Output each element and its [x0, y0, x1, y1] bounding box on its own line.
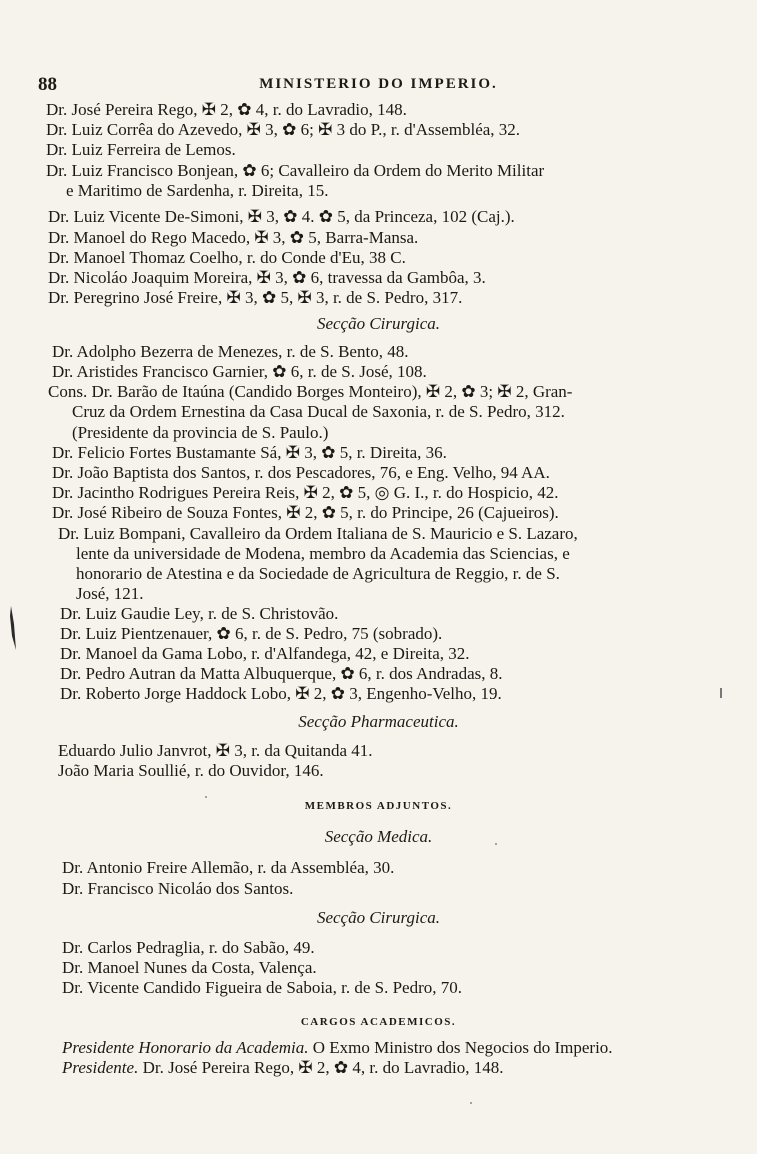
entry-line: Dr. Nicoláo Joaquim Moreira, ✠ 3, ✿ 6, travessa da Gambôa, 3.: [48, 268, 486, 287]
office-line: [62, 1058, 757, 1078]
entry-line: Dr. Luiz Francisco Bonjean, ✿ 6; Cavalleiro da Ordem do Merito Militar: [46, 161, 545, 180]
entry-line: Eduardo Julio Janvrot, ✠ 3, r. da Quitanda 41.: [58, 741, 373, 760]
section-heading: Secção Medica.: [324, 827, 433, 846]
subheading-cargos-academicos: CARGOS ACADEMICOS.: [300, 1016, 457, 1028]
entry-line: Dr. Roberto Jorge Haddock Lobo, ✠ 2, ✿ 3, Engenho-Velho, 19.: [60, 684, 502, 703]
office-title: Presidente.: [62, 1058, 139, 1077]
entry-line: Dr. Luiz Ferreira de Lemos.: [46, 140, 236, 159]
entry-line: Dr. Vicente Candido Figueira de Saboia, r. de S. Pedro, 70.: [62, 978, 462, 997]
entry-line: Dr. Felicio Fortes Bustamante Sá, ✠ 3, ✿ 5, r. Direita, 36.: [52, 443, 447, 462]
office-title: Presidente Honorario da Academia.: [62, 1038, 309, 1057]
entry-line: Cruz da Ordem Ernestina da Casa Ducal de Saxonia, r. de S. Pedro, 312.: [72, 402, 565, 421]
subheading-membros-adjuntos: MEMBROS ADJUNTOS.: [304, 800, 453, 812]
entry-line: Dr. Luiz Pientzenauer, ✿ 6, r. de S. Pedro, 75 (sobrado).: [60, 624, 443, 643]
entry-line: Dr. Adolpho Bezerra de Menezes, r. de S. Bento, 48.: [52, 342, 409, 361]
entry-line: (Presidente da provincia de S. Paulo.): [72, 423, 329, 442]
speck: [205, 796, 207, 798]
entry-line: José, 121.: [76, 584, 144, 603]
entry-line: Dr. Manoel Thomaz Coelho, r. do Conde d'Eu, 38 C.: [48, 248, 406, 267]
entry-line: Dr. Peregrino José Freire, ✠ 3, ✿ 5, ✠ 3, r. de S. Pedro, 317.: [48, 288, 463, 307]
entry-line: Dr. Luiz Gaudie Ley, r. de S. Christovão.: [60, 604, 339, 623]
margin-ink-mark: [8, 606, 18, 652]
running-title: MINISTERIO DO IMPERIO.: [259, 76, 498, 92]
entry-line: Dr. João Baptista dos Santos, r. dos Pescadores, 76, e Eng. Velho, 94 AA.: [52, 463, 550, 482]
office-line: [62, 1038, 757, 1058]
entry-line: Cons. Dr. Barão de Itaúna (Candido Borges Monteiro), ✠ 2, ✿ 3; ✠ 2, Gran-: [48, 382, 573, 401]
entry-line: Dr. José Ribeiro de Souza Fontes, ✠ 2, ✿ 5, r. do Principe, 26 (Cajueiros).: [52, 503, 559, 522]
office-holder: Dr. José Pereira Rego, ✠ 2, ✿ 4, r. do Lavradio, 148.: [142, 1058, 504, 1077]
entry-line: honorario de Atestina e da Sociedade de Agricultura de Reggio, r. de S.: [76, 564, 560, 583]
entry-line: Dr. Luiz Corrêa do Azevedo, ✠ 3, ✿ 6; ✠ 3 do P., r. d'Assembléa, 32.: [46, 120, 521, 139]
page-number: 88: [38, 74, 57, 95]
entry-line: Dr. Aristides Francisco Garnier, ✿ 6, r. de S. José, 108.: [52, 362, 427, 381]
entry-line: Dr. Pedro Autran da Matta Albuquerque, ✿ 6, r. dos Andradas, 8.: [60, 664, 503, 683]
entry-line: Dr. Luiz Vicente De-Simoni, ✠ 3, ✿ 4. ✿ 5, da Princeza, 102 (Caj.).: [48, 207, 515, 226]
speck: [495, 843, 497, 845]
entry-line: Dr. Antonio Freire Allemão, r. da Assembléa, 30.: [62, 858, 395, 877]
section-heading: Secção Pharmaceutica.: [298, 712, 459, 731]
entry-line: e Maritimo de Sardenha, r. Direita, 15.: [66, 181, 329, 200]
entry-line: Dr. Francisco Nicoláo dos Santos.: [62, 879, 294, 898]
entry-line: Dr. Luiz Bompani, Cavalleiro da Ordem Italiana de S. Mauricio e S. Lazaro,: [58, 524, 578, 543]
entry-line: Dr. Jacintho Rodrigues Pereira Reis, ✠ 2, ✿ 5, ◎ G. I., r. do Hospicio, 42.: [52, 483, 559, 502]
entry-line: Dr. José Pereira Rego, ✠ 2, ✿ 4, r. do Lavradio, 148.: [46, 100, 407, 119]
entry-line: Dr. Carlos Pedraglia, r. do Sabão, 49.: [62, 938, 315, 957]
entry-line: Dr. Manoel do Rego Macedo, ✠ 3, ✿ 5, Barra-Mansa.: [48, 228, 419, 247]
entry-line: lente da universidade de Modena, membro da Academia das Sciencias, e: [76, 544, 570, 563]
office-holder: O Exmo Ministro dos Negocios do Imperio.: [312, 1038, 613, 1057]
speck: [470, 1102, 472, 1104]
section-heading: Secção Cirurgica.: [316, 908, 441, 927]
entry-line: Dr. Manoel da Gama Lobo, r. d'Alfandega, 42, e Direita, 32.: [60, 644, 470, 663]
entry-line: Dr. Manoel Nunes da Costa, Valença.: [62, 958, 317, 977]
margin-tick: [720, 688, 722, 698]
entry-line: João Maria Soullié, r. do Ouvidor, 146.: [58, 761, 324, 780]
section-heading: Secção Cirurgica.: [316, 314, 441, 333]
